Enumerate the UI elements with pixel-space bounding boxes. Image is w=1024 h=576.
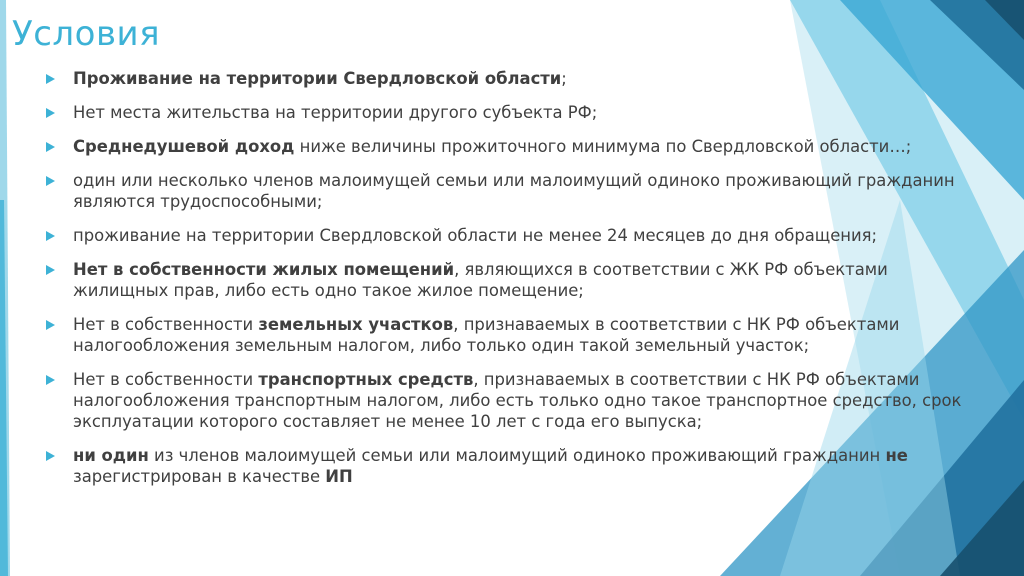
bullet-text: , признаваемых в соответствии с НК РФ объектами налогообложения транспортным налогом, либо есть только одно такое транспортное средство, срок эксплуатации которого составляет не менее 10 лет с года его выпуска; [73,370,962,431]
left-accent-strip [0,0,10,576]
bullet-text: ; [561,69,567,88]
bullet-text-bold: транспортных средств [258,370,474,389]
bullet-text-bold: земельных участков [258,315,454,334]
bullet-text-bold: ни один [73,446,149,465]
bullet-text: , являющихся в соответствии с ЖК РФ объектами жилищных прав, либо есть одно такое жилое помещение; [73,260,888,300]
bullet-text: один или несколько членов малоимущей семьи или малоимущий одиноко проживающий гражданин являются трудоспособными; [73,171,955,211]
bullet-text: ниже величины прожиточного минимума по Свердловской области…; [294,137,912,156]
triangle-bullet-icon [46,142,55,152]
bullet-item [46,225,986,246]
triangle-bullet-icon [46,74,55,84]
bullet-text: Нет места жительства на территории другого субъекта РФ; [73,103,598,122]
bullet-text-bold: не [885,446,908,465]
triangle-bullet-icon [46,231,55,241]
slide-title: Условия [12,14,161,54]
bullet-item [46,445,986,487]
bullet-text-bold: Проживание на территории Свердловской области [73,69,562,88]
triangle-bullet-icon [46,176,55,186]
bullet-item [46,369,986,432]
bullet-text: Нет в собственности [73,315,259,334]
bullet-item [46,170,986,212]
bullet-text: , признаваемых в соответствии с НК РФ объектами налогообложения земельным налогом, либо только один такой земельный участок; [73,315,900,355]
bullet-list [46,68,986,500]
bullet-item [46,102,986,123]
bullet-text: проживание на территории Свердловской области не менее 24 месяцев до дня обращения; [73,226,878,245]
bullet-text-bold: Нет в собственности жилых помещений [73,260,455,279]
bullet-text-bold: ИП [325,467,353,486]
bullet-item [46,68,986,89]
triangle-bullet-icon [46,265,55,275]
bullet-text: из членов малоимущей семьи или малоимущий одиноко проживающий гражданин [148,446,886,465]
bullet-text-bold: Среднедушевой доход [73,137,295,156]
triangle-bullet-icon [46,375,55,385]
triangle-bullet-icon [46,320,55,330]
bullet-text: зарегистрирован в качестве [73,467,326,486]
bullet-text: Нет в собственности [73,370,259,389]
bullet-item [46,136,986,157]
triangle-bullet-icon [46,108,55,118]
bullet-item [46,259,986,301]
triangle-bullet-icon [46,451,55,461]
bullet-item [46,314,986,356]
